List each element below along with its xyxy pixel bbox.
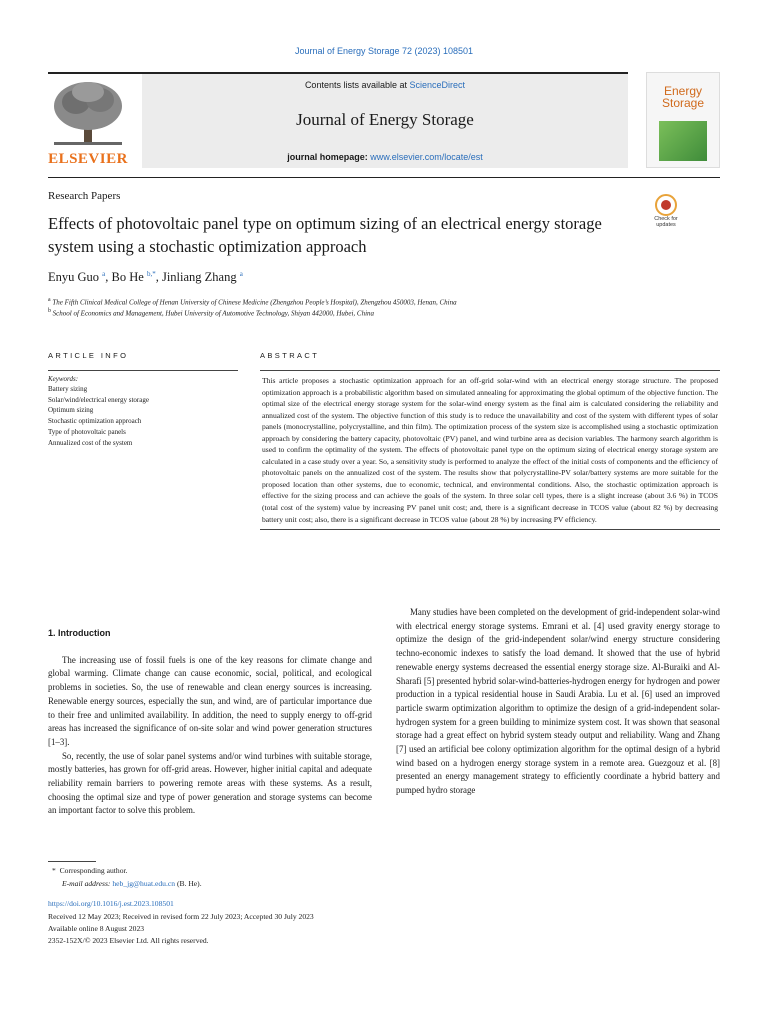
masthead-banner <box>142 74 628 168</box>
homepage-line: journal homepage: www.elsevier.com/locate/est <box>287 152 483 162</box>
cover-image <box>659 121 707 161</box>
corresponding-author-note: * Corresponding author. <box>52 866 128 875</box>
abstract-header: ABSTRACT <box>260 351 320 360</box>
elsevier-tree-icon <box>48 78 128 148</box>
journal-cover-thumbnail[interactable] <box>646 72 720 168</box>
footnote-rule <box>48 861 96 862</box>
abstract-text: This article proposes a stochastic optimization approach for an off-grid solar-wind with an electrical energy storage structure. The proposed optimization approach is a probabilistic algorithm based on simulated annealing for approximating the global optimum of the objective function. The optimal size of the electrical energy storage system for the solar-wind energy system as the final aim is calculated considering the reliability and annualized cost of the system. The objective function of this study is to reduce the unavailability and cost of the system with different types of solar panels (monocrystalline, polycrystalline, and thin film). The optimization process of the system size is accomplished using a stochastic optimization approach by considering the battery capacity, photovoltaic (PV) panel, and wind turbine area as decision variables. The harmony search algorithm is used to confirm the optimality of the system. The effects of photovoltaic panel type on the optimum sizing of electrical energy storage system are calculated in a case study over a year. So, a sensitivity study is performed to analyze the effect of the initial costs of components and the efficiency of photovoltaic panels on the annualized cost of the system. The results show that polycrystalline-PV solar/battery systems are more suitable for the proposed location than other systems, due to economic, technical, and environmental conditions. Also, the stochastic optimization approach is effective for the sizing process and can achieve the goals of the system. In three solar cell types, there is a slight increase (about 3.6 %) in TCOS (total cost of the system) value by increasing PV panel unit cost; and, there is a significant decrease in TCOS value (about 82 %) by decreasing battery unit cost; also, there is a significant decrease in TCOS value (about 28 %) by increasing PV efficiency. <box>262 376 718 524</box>
contents-line: Contents lists available at ScienceDirect <box>304 80 466 90</box>
author-affiliation-mark[interactable]: a <box>239 270 243 278</box>
article-title: Effects of photovoltaic panel type on optimum sizing of an electrical energy storage system using a stochastic optimization approach <box>48 214 602 256</box>
journal-title: Journal of Energy Storage <box>296 110 474 129</box>
keyword: Solar/wind/electrical energy storage <box>48 395 149 404</box>
header-divider <box>48 177 720 178</box>
sciencedirect-link[interactable]: ScienceDirect <box>409 80 466 90</box>
author-name[interactable]: Jinliang Zhang <box>161 270 237 285</box>
keyword: Stochastic optimization approach <box>48 417 142 426</box>
journal-homepage-link[interactable]: www.elsevier.com/locate/est <box>370 152 483 162</box>
keywords-box <box>48 370 238 448</box>
email-note: E-mail address: heb_jg@huat.edu.cn (B. He). <box>62 879 202 888</box>
keyword: Type of photovoltaic panels <box>48 427 126 436</box>
author-name[interactable]: Enyu Guo <box>48 270 100 285</box>
keywords-label: Keywords: <box>48 375 79 383</box>
author-affiliation-mark[interactable]: b,* <box>146 270 156 278</box>
affiliation: $^a$ The Fifth Clinical Medical College of Henan University of Chinese Medicine (Zhengzhou People’s Hospital), Zhengzhou 450003, Henan, China <box>48 297 457 307</box>
left-column <box>48 627 372 818</box>
check-updates-icon <box>655 194 677 216</box>
check-for-updates-button[interactable] <box>648 194 684 234</box>
author-affiliation-mark[interactable]: a <box>102 270 106 278</box>
keyword: Optimum sizing <box>48 406 94 415</box>
available-online: Available online 8 August 2023 <box>48 924 145 933</box>
received-dates: Received 12 May 2023; Received in revised form 22 July 2023; Accepted 30 July 2023 <box>48 912 314 921</box>
author-list: Enyu Guo $^a$, Bo He $^{b,*}$, Jinliang Zhang $^a$ <box>48 270 243 285</box>
cover-title: Energy Storage <box>661 84 705 110</box>
intro-paragraph: So, recently, the use of solar panel systems and/or wind turbines with suitable storage, mostly batteries, has grown for off-grid areas. However, higher initial capital and adequate reliability remain barriers to powering remote areas with these systems. As a result, choosing the optimal size and type of power generation and storage systems can become an important factor to solve this problem. <box>48 750 372 816</box>
abstract-box <box>260 370 720 530</box>
elsevier-wordmark: ELSEVIER <box>48 151 128 167</box>
journal-reference-link[interactable]: Journal of Energy Storage 72 (2023) 108501 <box>294 46 474 56</box>
affiliation: $^b$ School of Economics and Management, Hubei University of Automotive Technology, Shiyan 442000, Hubei, China <box>48 308 375 318</box>
article-info-header: ARTICLE INFO <box>48 351 129 360</box>
elsevier-logo[interactable] <box>48 78 128 168</box>
intro-paragraph: The increasing use of fossil fuels is one of the key reasons for climate change and global warming. Climate change can cause economic, social, political, and ecological problems in societies. So, the use of renewable and clean energy sources is increasing. Renewable energy sources, especially the sun, and wind, are of particular importance due to their free and unlimited availability. In addition, the need to supply energy to off-grid areas has increased the significance of on-site solar and wind power generation structures [1–3]. <box>48 654 372 747</box>
keyword: Battery sizing <box>48 385 88 393</box>
intro-paragraph: Many studies have been completed on the development of grid-independent solar-wind with electrical energy storage systems. Emrani et al. [4] used gravity energy storage to optimize the design of the grid-independent solar/wind energy structure considering techno-economic indexes to satisfy the load demand. It showed that the use of hybrid renewable energy systems decreased the essential energy storage size. Al-Buraiki and Al-Sharafi [5] presented hybrid solar-wind-batteries-hydrogen energy for hydrogen and power production in a typical residential house in Saudi Arabia. Lu et al. [6] used an improved particle swarm optimization algorithm to optimize the design of a grid-independent solar-hydrogen system for a green building to minimize system cost. It was shown that seasonal storage had a great effect on hybrid system steady output and reliability. Wang and Zhang [7] used an artificial bee colony optimization algorithm for the optimal design of a hybrid wind based on a hydrogen energy storage system in a remote area. Guezgouz et al. [8] presented an energy management strategy to efficiently coordinate a hybrid battery and pumped hydro storage <box>396 607 720 796</box>
right-column <box>396 606 720 798</box>
copyright: 2352-152X/© 2023 Elsevier Ltd. All rights reserved. <box>48 936 209 945</box>
email-link[interactable]: heb_jg@huat.edu.cn <box>112 879 176 888</box>
check-updates-label: Check for updates <box>654 216 678 228</box>
section-heading-introduction: 1. Introduction <box>48 628 111 638</box>
author-name[interactable]: Bo He <box>111 270 144 285</box>
section-label: Research Papers <box>48 190 121 202</box>
keyword: Annualized cost of the system <box>48 438 133 447</box>
doi-link[interactable]: https://doi.org/10.1016/j.est.2023.108501 <box>48 899 174 908</box>
